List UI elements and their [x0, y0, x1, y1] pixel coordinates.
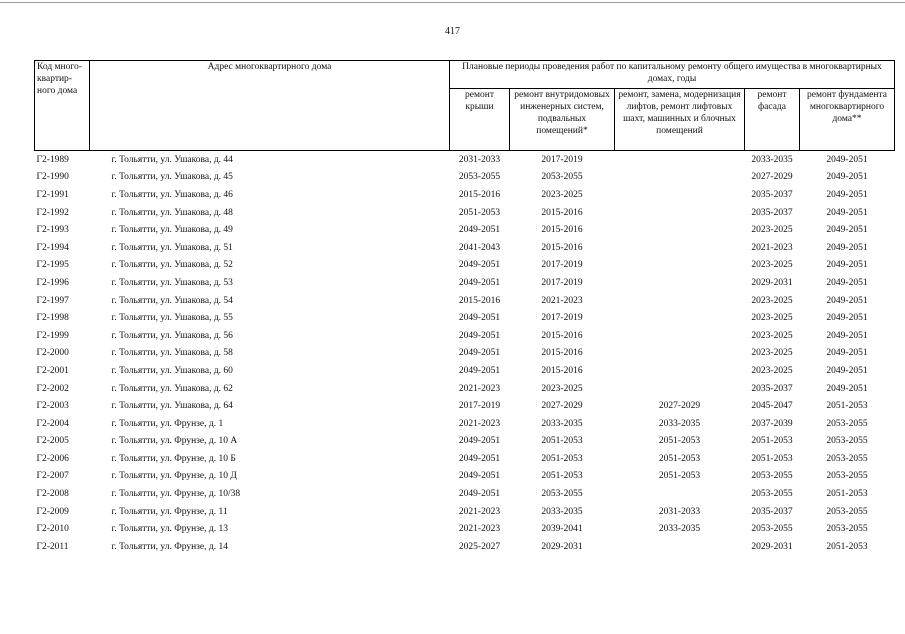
cell-address: г. Тольятти, ул. Фрунзе, д. 10/38	[111, 489, 241, 500]
cell-foundation: 2053-2055	[826, 506, 868, 517]
cell-roof: 2021-2023	[458, 418, 501, 429]
cell-foundation: 2053-2055	[826, 436, 868, 447]
cell-roof: 2053-2055	[458, 172, 501, 183]
page-number: 417	[445, 26, 460, 37]
cell-foundation: 2049-2051	[826, 365, 868, 376]
cell-roof: 2049-2051	[458, 489, 501, 500]
cell-roof: 2015-2016	[458, 189, 501, 200]
cell-facade: 2023-2025	[751, 348, 793, 359]
cell-foundation: 2053-2055	[826, 471, 868, 482]
cell-address: г. Тольятти, ул. Ушакова, д. 62	[111, 383, 233, 394]
cell-code: Г2-2011	[36, 541, 69, 552]
cell-code: Г2-1993	[36, 225, 69, 236]
cell-elevators	[615, 186, 745, 204]
table-row	[35, 345, 895, 363]
table-row	[35, 415, 895, 433]
cell-facade: 2021-2023	[751, 242, 793, 253]
cell-facade: 2035-2037	[751, 383, 793, 394]
cell-address: г. Тольятти, ул. Ушакова, д. 64	[111, 401, 233, 412]
cell-foundation: 2049-2051	[826, 189, 868, 200]
cell-elevators	[615, 274, 745, 292]
cell-roof: 2049-2051	[458, 313, 501, 324]
table-row	[35, 450, 895, 468]
table-row	[35, 292, 895, 310]
table-row	[35, 309, 895, 327]
cell-elevators	[615, 362, 745, 380]
cell-engineering: 2015-2016	[541, 330, 583, 341]
cell-code: Г2-1996	[36, 277, 69, 288]
cell-facade: 2023-2025	[751, 225, 793, 236]
cell-foundation: 2049-2051	[826, 154, 868, 165]
cell-engineering: 2015-2016	[541, 242, 583, 253]
cell-foundation: 2053-2055	[826, 418, 868, 429]
cell-roof: 2049-2051	[458, 277, 501, 288]
cell-code: Г2-1990	[36, 172, 69, 183]
cell-address: г. Тольятти, ул. Ушакова, д. 60	[111, 365, 233, 376]
header-roof: ремонт крыши	[450, 89, 510, 151]
cell-roof: 2015-2016	[458, 295, 501, 306]
cell-roof: 2049-2051	[458, 453, 501, 464]
table-row	[35, 221, 895, 239]
cell-elevators	[615, 309, 745, 327]
cell-code: Г2-2002	[36, 383, 69, 394]
cell-engineering: 2017-2019	[541, 154, 583, 165]
table-row	[35, 468, 895, 486]
cell-engineering: 2053-2055	[541, 489, 583, 500]
cell-roof: 2049-2051	[458, 436, 501, 447]
cell-roof: 2049-2051	[458, 471, 501, 482]
table-body	[35, 151, 895, 556]
cell-engineering: 2051-2053	[541, 471, 583, 482]
table-row	[35, 274, 895, 292]
cell-foundation: 2049-2051	[826, 207, 868, 218]
cell-address: г. Тольятти, ул. Ушакова, д. 53	[111, 277, 233, 288]
cell-engineering: 2023-2025	[541, 383, 583, 394]
table-row	[35, 503, 895, 521]
cell-facade: 2037-2039	[751, 418, 793, 429]
cell-engineering: 2051-2053	[541, 436, 583, 447]
cell-facade: 2035-2037	[751, 506, 793, 517]
cell-facade: 2023-2025	[751, 330, 793, 341]
cell-roof: 2025-2027	[458, 541, 501, 552]
table-row	[35, 327, 895, 345]
cell-elevators: 2027-2029	[658, 401, 701, 412]
table-row	[35, 186, 895, 204]
cell-roof: 2021-2023	[458, 506, 501, 517]
cell-code: Г2-2008	[36, 489, 69, 500]
table-row	[35, 485, 895, 503]
repair-schedule-table	[34, 60, 895, 556]
cell-address: г. Тольятти, ул. Фрунзе, д. 1	[111, 418, 224, 429]
cell-facade: 2029-2031	[751, 277, 793, 288]
cell-facade: 2053-2055	[751, 471, 793, 482]
cell-foundation: 2053-2055	[826, 524, 868, 535]
cell-elevators	[615, 257, 745, 275]
cell-roof: 2049-2051	[458, 225, 501, 236]
cell-elevators	[615, 204, 745, 222]
cell-address: г. Тольятти, ул. Ушакова, д. 54	[111, 295, 233, 306]
header-address: Адрес многоквартирного дома	[90, 61, 450, 151]
cell-roof: 2051-2053	[458, 207, 501, 218]
cell-engineering: 2017-2019	[541, 260, 583, 271]
cell-elevators: 2051-2053	[658, 453, 701, 464]
cell-elevators	[615, 292, 745, 310]
cell-facade: 2053-2055	[751, 524, 793, 535]
cell-address: г. Тольятти, ул. Ушакова, д. 58	[111, 348, 233, 359]
cell-foundation: 2049-2051	[826, 295, 868, 306]
cell-address: г. Тольятти, ул. Фрунзе, д. 14	[111, 541, 228, 552]
cell-facade: 2023-2025	[751, 260, 793, 271]
cell-roof: 2021-2023	[458, 524, 501, 535]
cell-roof: 2049-2051	[458, 260, 501, 271]
cell-code: Г2-2004	[36, 418, 69, 429]
cell-engineering: 2033-2035	[541, 506, 583, 517]
cell-code: Г2-2006	[36, 453, 69, 464]
cell-facade: 2027-2029	[751, 172, 793, 183]
header-engineering: ремонт внутридомовых инженерных систем, подвальных помещений*	[510, 89, 615, 151]
cell-address: г. Тольятти, ул. Ушакова, д. 55	[111, 313, 233, 324]
table-row	[35, 204, 895, 222]
table-row	[35, 380, 895, 398]
cell-roof: 2049-2051	[458, 365, 501, 376]
cell-address: г. Тольятти, ул. Фрунзе, д. 11	[111, 506, 228, 517]
cell-facade: 2029-2031	[751, 541, 793, 552]
cell-foundation: 2049-2051	[826, 277, 868, 288]
cell-code: Г2-1994	[36, 242, 69, 253]
cell-elevators: 2051-2053	[658, 471, 701, 482]
cell-address: г. Тольятти, ул. Ушакова, д. 52	[111, 260, 233, 271]
cell-engineering: 2029-2031	[541, 541, 583, 552]
table-row	[35, 169, 895, 187]
cell-engineering: 2051-2053	[541, 453, 583, 464]
cell-code: Г2-2000	[36, 348, 69, 359]
cell-elevators	[615, 169, 745, 187]
cell-address: г. Тольятти, ул. Фрунзе, д. 10 Б	[111, 453, 236, 464]
cell-engineering: 2053-2055	[541, 172, 583, 183]
cell-engineering: 2015-2016	[541, 365, 583, 376]
cell-foundation: 2051-2053	[826, 489, 868, 500]
cell-engineering: 2023-2025	[541, 189, 583, 200]
cell-address: г. Тольятти, ул. Ушакова, д. 46	[111, 189, 233, 200]
cell-engineering: 2017-2019	[541, 313, 583, 324]
cell-address: г. Тольятти, ул. Фрунзе, д. 10 А	[111, 436, 238, 447]
cell-foundation: 2049-2051	[826, 225, 868, 236]
cell-roof: 2049-2051	[458, 330, 501, 341]
cell-engineering: 2015-2016	[541, 348, 583, 359]
cell-address: г. Тольятти, ул. Фрунзе, д. 10 Д	[111, 471, 237, 482]
cell-code: Г2-1995	[36, 260, 69, 271]
cell-engineering: 2027-2029	[541, 401, 583, 412]
cell-facade: 2035-2037	[751, 207, 793, 218]
cell-elevators: 2033-2035	[658, 418, 701, 429]
cell-roof: 2031-2033	[458, 154, 501, 165]
cell-roof: 2049-2051	[458, 348, 501, 359]
header-elevators: ремонт, замена, модернизация лифтов, ремонт лифтовых шахт, машинных и блочных помещений	[615, 89, 745, 151]
cell-code: Г2-2003	[36, 401, 69, 412]
cell-foundation: 2049-2051	[826, 260, 868, 271]
table-row	[35, 433, 895, 451]
cell-facade: 2053-2055	[751, 489, 793, 500]
cell-facade: 2035-2037	[751, 189, 793, 200]
table-header	[35, 61, 895, 151]
table-row	[35, 520, 895, 538]
cell-code: Г2-2005	[36, 436, 69, 447]
cell-code: Г2-1992	[36, 207, 69, 218]
cell-code: Г2-1989	[36, 154, 69, 165]
cell-code: Г2-1999	[36, 330, 69, 341]
cell-roof: 2021-2023	[458, 383, 501, 394]
header-periods: Плановые периоды проведения работ по капитальному ремонту общего имущества в многоквартирных домах, годы	[450, 61, 895, 89]
cell-address: г. Тольятти, ул. Ушакова, д. 45	[111, 172, 233, 183]
cell-roof: 2017-2019	[458, 401, 501, 412]
cell-elevators	[615, 327, 745, 345]
cell-engineering: 2033-2035	[541, 418, 583, 429]
cell-facade: 2023-2025	[751, 365, 793, 376]
cell-foundation: 2053-2055	[826, 453, 868, 464]
cell-foundation: 2049-2051	[826, 313, 868, 324]
table-row	[35, 151, 895, 169]
cell-code: Г2-2009	[36, 506, 69, 517]
table-row	[35, 397, 895, 415]
cell-engineering: 2015-2016	[541, 207, 583, 218]
cell-engineering: 2015-2016	[541, 225, 583, 236]
cell-code: Г2-2010	[36, 524, 69, 535]
cell-code: Г2-1998	[36, 313, 69, 324]
cell-address: г. Тольятти, ул. Фрунзе, д. 13	[111, 524, 228, 535]
cell-foundation: 2051-2053	[826, 541, 868, 552]
cell-elevators	[615, 345, 745, 363]
cell-foundation: 2049-2051	[826, 242, 868, 253]
cell-address: г. Тольятти, ул. Ушакова, д. 56	[111, 330, 233, 341]
table-row	[35, 257, 895, 275]
cell-facade: 2033-2035	[751, 154, 793, 165]
cell-elevators	[615, 221, 745, 239]
cell-facade: 2051-2053	[751, 436, 793, 447]
cell-code: Г2-1991	[36, 189, 69, 200]
cell-elevators	[615, 380, 745, 398]
cell-roof: 2041-2043	[458, 242, 501, 253]
cell-elevators: 2031-2033	[658, 506, 701, 517]
cell-foundation: 2049-2051	[826, 348, 868, 359]
cell-engineering: 2039-2041	[541, 524, 583, 535]
table-row	[35, 538, 895, 556]
cell-code: Г2-2001	[36, 365, 69, 376]
cell-code: Г2-2007	[36, 471, 69, 482]
cell-engineering: 2017-2019	[541, 277, 583, 288]
cell-address: г. Тольятти, ул. Ушакова, д. 48	[111, 207, 233, 218]
cell-facade: 2023-2025	[751, 313, 793, 324]
cell-elevators	[615, 538, 745, 556]
cell-facade: 2023-2025	[751, 295, 793, 306]
cell-address: г. Тольятти, ул. Ушакова, д. 49	[111, 225, 233, 236]
header-facade: ремонт фасада	[745, 89, 800, 151]
cell-foundation: 2051-2053	[826, 401, 868, 412]
table-row	[35, 362, 895, 380]
cell-elevators	[615, 151, 745, 169]
cell-engineering: 2021-2023	[541, 295, 583, 306]
cell-foundation: 2049-2051	[826, 330, 868, 341]
cell-elevators	[615, 485, 745, 503]
table-row	[35, 239, 895, 257]
cell-elevators: 2051-2053	[658, 436, 701, 447]
cell-foundation: 2049-2051	[826, 383, 868, 394]
header-code: Код много-квартир-ного дома	[35, 61, 90, 151]
header-foundation: ремонт фундамента многоквартирного дома**	[800, 89, 895, 151]
cell-code: Г2-1997	[36, 295, 69, 306]
cell-facade: 2051-2053	[751, 453, 793, 464]
cell-address: г. Тольятти, ул. Ушакова, д. 44	[111, 154, 233, 165]
cell-address: г. Тольятти, ул. Ушакова, д. 51	[111, 242, 233, 253]
top-rule	[0, 2, 905, 3]
cell-facade: 2045-2047	[751, 401, 793, 412]
cell-elevators	[615, 239, 745, 257]
cell-foundation: 2049-2051	[826, 172, 868, 183]
cell-elevators: 2033-2035	[658, 524, 701, 535]
